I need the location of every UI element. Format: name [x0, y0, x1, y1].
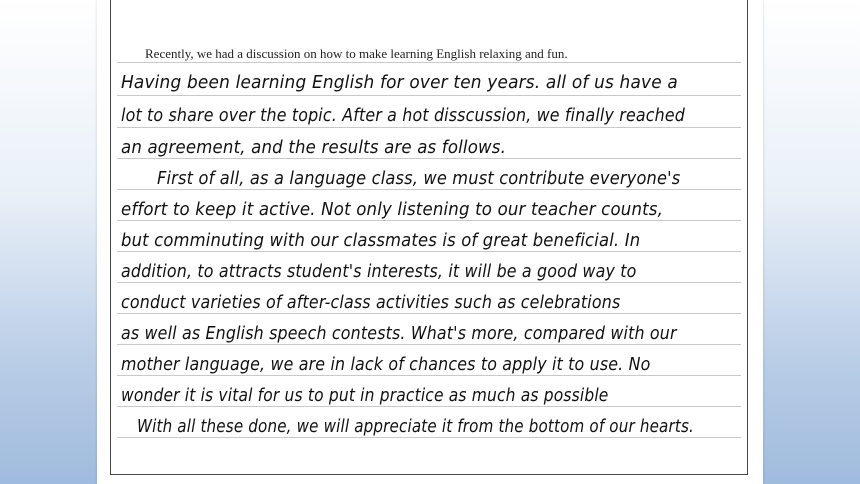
essay-line: lot to share over the topic. After a hot disscussion, we finally reached — [121, 105, 685, 126]
essay-line: effort to keep it active. Not only listening to our teacher counts, — [121, 199, 664, 220]
ruled-line — [117, 251, 741, 252]
ruled-line — [117, 127, 741, 128]
ruled-line — [117, 344, 741, 345]
ruled-line — [117, 95, 741, 96]
essay-line: but comminuting with our classmates is of great beneficial. In — [121, 230, 641, 251]
ruled-line — [117, 158, 741, 159]
writing-prompt: Recently, we had a discussion on how to make learning English relaxing and fun. — [145, 46, 568, 61]
essay-line: conduct varieties of after-class activities such as celebrations — [121, 292, 621, 313]
ruled-line — [117, 313, 741, 314]
answer-sheet — [97, 0, 763, 484]
ruled-line — [117, 220, 741, 221]
ruled-line — [117, 406, 741, 407]
essay-line: mother language, we are in lack of chances to apply it to use. No — [121, 354, 651, 375]
essay-line: an agreement, and the results are as follows. — [121, 137, 507, 158]
essay-line: Having been learning English for over ten years. all of us have a — [121, 72, 678, 93]
ruled-line — [117, 189, 741, 190]
ruled-line — [117, 437, 741, 438]
essay-line: addition, to attracts student's interests, it will be a good way to — [121, 261, 637, 282]
ruled-line — [117, 282, 741, 283]
essay-line: wonder it is vital for us to put in practice as much as possible — [121, 385, 609, 406]
essay-line: With all these done, we will appreciate it from the bottom of our hearts. — [137, 416, 694, 437]
ruled-line — [117, 375, 741, 376]
essay-line: First of all, as a language class, we must contribute everyone's — [157, 168, 681, 189]
ruled-line — [117, 62, 741, 63]
essay-line: as well as English speech contests. What's more, compared with our — [121, 323, 677, 344]
